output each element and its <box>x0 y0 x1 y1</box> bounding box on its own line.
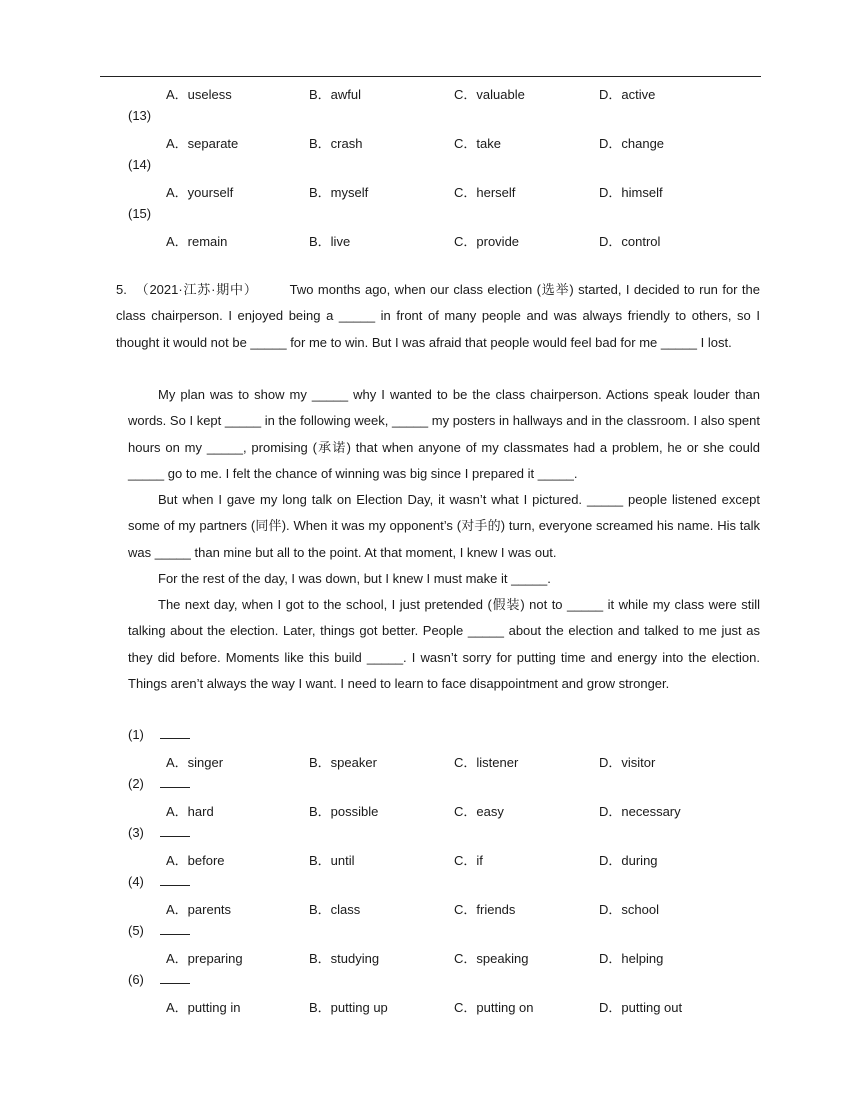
answer-blank[interactable] <box>160 776 190 788</box>
answer-blank[interactable] <box>160 727 190 739</box>
item-number: (3) <box>128 825 190 840</box>
option-c: C．putting on <box>454 1000 534 1015</box>
option-a: A．remain <box>166 234 228 249</box>
option-d: D．change <box>599 136 665 151</box>
option-c: C．if <box>454 853 483 868</box>
option-d: D．school <box>599 902 659 917</box>
option-a: A．parents <box>166 902 232 917</box>
item-number: (6) <box>128 972 190 987</box>
option-b: B．crash <box>309 136 363 151</box>
option-a: A．hard <box>166 804 214 819</box>
option-c: C．valuable <box>454 87 525 102</box>
option-a: A．separate <box>166 136 239 151</box>
option-a: A．useless <box>166 87 232 102</box>
option-a: A．preparing <box>166 951 243 966</box>
option-b: B．awful <box>309 87 362 102</box>
question-passage-first-paragraph <box>116 277 760 356</box>
option-c: C．easy <box>454 804 504 819</box>
option-d: D．during <box>599 853 658 868</box>
paragraph-2: My plan was to show my _____ why I wanted to be the class chairperson. Actions speak louder than words. So I kept _____ in the following week, _____ my posters in hallways and in the classroom. I also spent hours on my _____, promising (承诺) that when anyone of my classmates had a problem, he or she could _____ go to me. I felt the chance of winning was big since I prepared it _____. <box>128 387 760 481</box>
header-rule <box>100 76 761 77</box>
option-b: B．possible <box>309 804 379 819</box>
question-number: 5. <box>116 282 127 297</box>
option-b: B．live <box>309 234 351 249</box>
option-b: B．studying <box>309 951 380 966</box>
item-number: (14) <box>128 157 152 172</box>
option-c: C．speaking <box>454 951 529 966</box>
item-number: (2) <box>128 776 190 791</box>
option-c: C．friends <box>454 902 516 917</box>
item-number: (13) <box>128 108 152 123</box>
item-number: (15) <box>128 206 152 221</box>
option-d: D．putting out <box>599 1000 683 1015</box>
option-d: D．visitor <box>599 755 656 770</box>
answer-blank[interactable] <box>160 874 190 886</box>
item-number: (5) <box>128 923 190 938</box>
option-c: C．take <box>454 136 501 151</box>
option-a: A．putting in <box>166 1000 241 1015</box>
option-a: A．yourself <box>166 185 234 200</box>
option-d: D．himself <box>599 185 663 200</box>
option-c: C．provide <box>454 234 520 249</box>
option-a: A．singer <box>166 755 224 770</box>
option-b: B．speaker <box>309 755 377 770</box>
option-a: A．before <box>166 853 225 868</box>
option-b: B．class <box>309 902 361 917</box>
option-d: D．necessary <box>599 804 681 819</box>
question-source: （2021·江苏·期中） <box>134 282 258 297</box>
option-c: C．listener <box>454 755 519 770</box>
option-d: D．control <box>599 234 661 249</box>
option-b: B．putting up <box>309 1000 388 1015</box>
paragraph-3: But when I gave my long talk on Election Day, it wasn’t what I pictured. _____ people listened except some of my partners (同伴). When it was my opponent’s (对手的) turn, everyone screamed his name. His talk was _____ than mine but all to the point. At that moment, I knew I was out. <box>128 492 760 560</box>
option-c: C．herself <box>454 185 516 200</box>
item-number: (1) <box>128 727 190 742</box>
option-d: D．helping <box>599 951 664 966</box>
option-b: B．myself <box>309 185 369 200</box>
paragraph-1: Two months ago, when our class election (选举) started, I decided to run for the class chairperson. I enjoyed being a _____ in front of many people and was always friendly to others, so I thought it would not be _____ for me to win. But I was afraid that people would feel bad for me _____ I lost. <box>116 282 760 350</box>
answer-blank[interactable] <box>160 825 190 837</box>
paragraph-4: For the rest of the day, I was down, but I knew I must make it _____. <box>158 571 551 586</box>
item-number: (4) <box>128 874 190 889</box>
paragraph-5: The next day, when I got to the school, I just pretended (假装) not to _____ it while my class were still talking about the election. Later, things got better. People _____ about the election and talked to me just as they did before. Moments like this build _____. I wasn’t sorry for putting time and energy into the election. Things aren’t always the way I want. I need to learn to face disappointment and grow stronger. <box>128 597 760 691</box>
answer-blank[interactable] <box>160 972 190 984</box>
option-b: B．until <box>309 853 355 868</box>
option-d: D．active <box>599 87 656 102</box>
answer-blank[interactable] <box>160 923 190 935</box>
